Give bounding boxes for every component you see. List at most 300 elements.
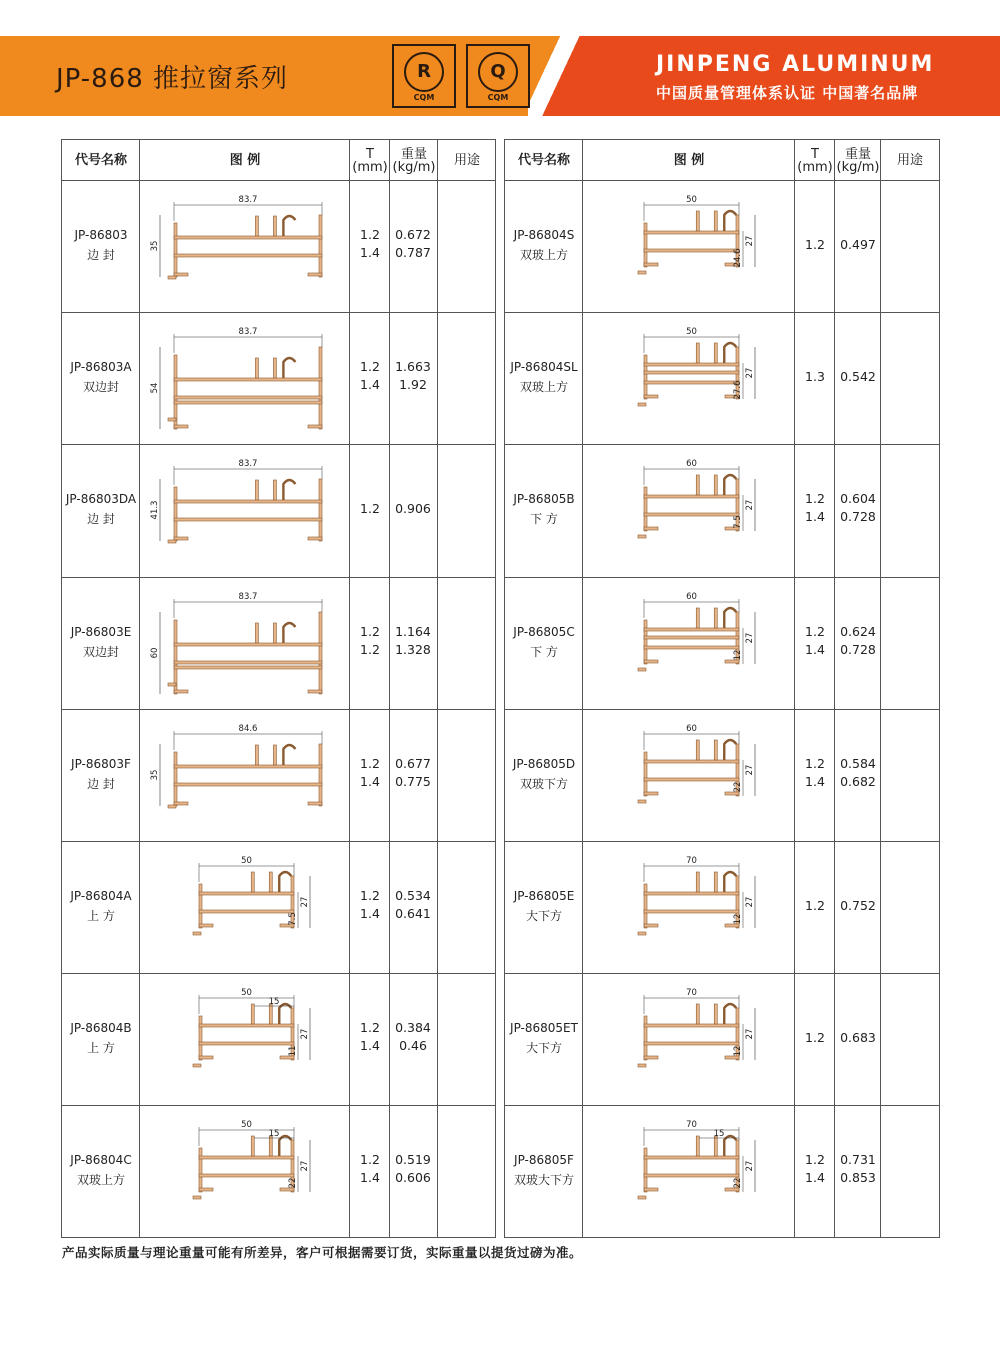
profile-web [644,628,739,631]
profile-web [174,396,322,399]
profile-fin [696,211,699,231]
thickness-value: 1.4 [360,245,380,260]
profile-foot [644,1056,658,1059]
profile-figure [589,980,793,1100]
profile-code: JP-86803A [70,360,132,375]
cert-q-label: CQM [487,93,509,102]
dimension-height-label: 27 [300,896,310,908]
profile-fin [255,480,258,500]
profile-fin [714,608,717,628]
profile-foot [644,263,658,266]
header-usage: 用途 [896,153,923,168]
dimension-width-label: 50 [241,988,252,999]
weight-value: 0.682 [840,773,876,789]
table-row [62,974,495,1106]
weight-value: 0.775 [395,773,431,789]
weight-value: 0.606 [395,1170,431,1186]
thickness-value: 1.2 [360,888,380,903]
thickness-value: 1.2 [360,359,380,375]
profile-fin [251,1004,254,1024]
profile-name: 下 方 [530,512,558,527]
thickness-value: 1.3 [805,369,825,385]
dimension-height-label: 27 [745,1028,755,1040]
profile-figure [144,980,348,1100]
profile-name: 大下方 [525,909,562,923]
profile-hook [724,740,736,760]
profile-fin [251,1136,254,1156]
profile-foot [174,537,188,540]
weight-value: 1.164 [395,623,431,639]
weight-value: 0.672 [395,227,431,242]
dimension-width-label: 83.7 [238,459,258,470]
profile-name: 上 方 [87,1041,115,1056]
dimension-width-label: 84.6 [238,723,258,734]
profile-drawing [638,724,755,803]
profile-fin [714,343,717,363]
profile-hook [279,1004,291,1024]
profile-drawing [638,1120,755,1199]
profile-figure [144,716,348,836]
right-spec-table [504,139,940,1238]
profile-foot [308,802,322,805]
weight-value: 0.519 [395,1152,431,1168]
profile-web [644,1174,739,1177]
weight-value: 0.624 [840,623,876,639]
profile-foot [193,1196,201,1199]
profile-code-cell [505,225,583,265]
profile-fin [273,745,276,765]
profile-foot [199,924,213,927]
weight-value: 0.853 [840,1170,876,1186]
profile-web [199,1174,294,1177]
profile-figure [589,451,793,571]
profile-web [644,1156,739,1159]
profile-code-cell [62,1018,140,1058]
dimension-height-label: 35 [150,769,160,781]
profile-fin [714,740,717,760]
dimension-inner-width-label: 15 [713,1129,725,1140]
profile-foot [193,932,201,935]
table-row [505,313,939,445]
profile-hook [279,1136,291,1156]
profile-web [199,910,294,913]
weight-value: 0.728 [840,509,876,525]
dimension-inner-height-label: 22 [733,781,743,793]
profile-figure [144,1112,348,1232]
profile-wall [644,620,647,664]
dimension-height-label: 27 [745,896,755,908]
profile-foot [308,425,322,428]
table-row [62,842,495,974]
cert-r-label: CQM [413,93,435,102]
weight-value: 0.677 [395,755,431,771]
dimension-inner-height-label: 22 [288,1177,298,1189]
profile-web [644,513,739,516]
footnote: 产品实际质量与理论重量可能有所差异，客户可根据需要订货，实际重量以提货过磅为准。 [62,1245,583,1260]
profile-fin [714,475,717,495]
profile-web [644,1024,739,1027]
profile-fin [269,1004,272,1024]
dimension-height-label: 41.3 [150,500,160,520]
profile-foot [193,1064,201,1067]
profile-foot [644,792,658,795]
profile-drawing [150,724,322,808]
profile-hook [283,358,295,378]
profile-fin [696,1004,699,1024]
dimension-height-label: 60 [150,647,160,659]
profile-name: 边 封 [87,248,115,262]
profile-code-cell [505,1018,583,1058]
profile-name: 边 封 [87,512,115,527]
profile-foot [168,540,176,543]
profile-drawing [638,195,755,274]
dimension-height-label: 27 [745,764,755,776]
profile-drawing [638,592,755,671]
thickness-value: 1.4 [805,641,825,657]
profile-wall [319,744,322,806]
weight-value: 0.384 [395,1020,431,1036]
dimension-width-label: 70 [686,988,697,999]
weight-value: 0.728 [840,641,876,657]
banner-diagonal-stripe [528,36,598,116]
profile-figure [144,187,348,307]
profile-wall [644,1148,647,1192]
dimension-height-label: 27 [745,499,755,511]
profile-web [644,892,739,895]
profile-wall [644,1016,647,1060]
profile-fin [273,623,276,643]
profile-code-cell [505,886,583,926]
profile-web [644,760,739,763]
profile-name: 边 封 [87,776,115,791]
weight-value: 0.542 [840,369,876,385]
profile-code-cell [505,1150,583,1190]
header-figure: 图 例 [229,153,261,168]
profile-wall [174,752,177,806]
weight-value: 0.604 [840,491,876,507]
thickness-value: 1.2 [360,641,380,657]
dimension-inner-height-label: 12 [733,1045,743,1057]
profile-web [199,1156,294,1159]
profile-wall [644,752,647,796]
header-t-unit: (mm) [352,159,388,175]
weight-value: 1.663 [395,359,431,375]
profile-web [644,371,739,374]
profile-foot [644,395,658,398]
table-row [505,181,939,313]
thickness-value: 1.2 [805,1030,825,1046]
profile-drawing [150,592,322,694]
profile-name: 下 方 [530,644,558,659]
profile-code: JP-86803DA [65,492,137,507]
dimension-width-label: 50 [686,195,697,205]
dimension-inner-height-label: 7.5 [288,912,298,926]
thickness-value: 1.4 [360,1038,380,1054]
profile-name: 双玻上方 [76,1173,125,1188]
profile-drawing [150,195,322,279]
profile-web [199,892,294,895]
thickness-value: 1.2 [805,1152,825,1168]
profile-hook [283,623,295,643]
profile-code-cell [62,225,140,265]
dimension-height-label: 27 [745,235,755,247]
profile-hook [724,872,736,892]
profile-name: 双玻大下方 [513,1173,574,1188]
table-row [62,313,495,445]
profile-code: JP-86804SL [510,360,578,375]
thickness-value: 1.4 [805,1170,825,1186]
profile-code: JP-86804C [70,1153,132,1168]
profile-fin [696,343,699,363]
dimension-inner-height-label: 12 [733,649,743,661]
profile-foot [638,403,646,406]
profile-wall [199,884,202,928]
profile-foot [644,527,658,530]
profile-web [174,518,322,521]
thickness-value: 1.4 [360,1170,380,1186]
dimension-inner-height-label: 12 [733,913,743,925]
profile-hook [279,872,291,892]
profile-figure [589,584,793,704]
profile-wall [644,355,647,399]
profile-code-cell [62,357,140,397]
profile-fin [273,358,276,378]
profile-foot [638,932,646,935]
profile-web [644,495,739,498]
weight-value: 1.328 [395,641,431,657]
cert-r-letter: R [404,52,444,92]
profile-fin [696,872,699,892]
profile-code: JP-86805ET [510,1021,578,1036]
profile-fin [714,872,717,892]
profile-wall [319,612,322,694]
header-code: 代号名称 [74,153,127,168]
table-header-row [62,140,495,181]
profile-hook [724,1004,736,1024]
dimension-height-label: 54 [150,382,160,394]
profile-figure [144,451,348,571]
cert-r-logo [392,44,456,108]
dimension-width-label: 60 [686,723,697,734]
profile-web [174,661,322,664]
cert-q-letter: Q [478,52,518,92]
header-figure: 图 例 [673,153,705,168]
cert-q-logo [466,44,530,108]
weight-value: 0.787 [395,245,431,260]
table-row [62,1106,495,1238]
profile-web [644,249,739,252]
profile-hook [283,480,295,500]
profile-fin [255,745,258,765]
profile-foot [168,276,176,279]
page-title: JP-868 推拉窗系列 [56,64,289,94]
profile-code: JP-86804S [513,228,575,242]
profile-drawing [638,327,755,406]
profile-figure [589,716,793,836]
profile-fin [255,216,258,236]
profile-code-cell [505,622,583,662]
profile-code: JP-86805D [512,756,576,771]
dimension-width-label: 60 [686,591,697,602]
profile-web [199,1024,294,1027]
profile-wall [644,223,647,267]
profile-fin [714,211,717,231]
profile-code-cell [62,1150,140,1190]
dimension-inner-height-label: 7.5 [733,515,743,530]
profile-foot [168,683,176,686]
profile-figure [589,319,793,439]
profile-foot [638,668,646,671]
profile-hook [724,608,736,628]
profile-figure [589,848,793,968]
profile-fin [255,358,258,378]
thickness-value: 1.4 [805,773,825,789]
profile-fin [696,1136,699,1156]
table-header-row [505,140,939,181]
profile-name: 双玻上方 [519,248,568,262]
profile-foot [644,660,658,663]
profile-fin [255,623,258,643]
weight-value: 0.534 [395,888,431,903]
table-row [505,445,939,577]
profile-foot [638,800,646,803]
header-weight [390,140,438,181]
table-row [505,710,939,842]
dimension-width-label: 60 [686,459,697,470]
profile-hook [724,211,736,231]
profile-web [644,231,739,234]
profile-foot [308,537,322,540]
thickness-value: 1.4 [360,773,380,789]
thickness-value: 1.2 [805,491,825,507]
profile-drawing [193,988,310,1067]
profile-drawing [193,1120,310,1199]
weight-value: 0.683 [840,1030,876,1046]
profile-foot [168,805,176,808]
thickness-value: 1.2 [805,237,825,252]
header-weight [835,140,881,181]
profile-fin [273,480,276,500]
table-row [62,181,495,313]
profile-foot [199,1056,213,1059]
header-thickness [795,140,835,181]
profile-drawing [193,856,310,935]
profile-hook [724,1136,736,1156]
profile-web [644,910,739,913]
profile-web [644,778,739,781]
profile-wall [199,1148,202,1192]
header-thickness [350,140,390,181]
profile-foot [174,802,188,805]
thickness-value: 1.2 [360,1152,380,1168]
header-weight-unit: (kg/m) [392,159,436,175]
table-row [505,1106,939,1238]
profile-figure [589,187,793,307]
header-banner [0,36,1000,116]
profile-code: JP-86805B [513,492,575,507]
dimension-width-label: 50 [241,856,252,866]
profile-code: JP-86803E [70,624,132,639]
dimension-inner-height-label: 22 [733,1177,743,1189]
profile-web [644,636,739,639]
profile-fin [696,608,699,628]
profile-drawing [150,327,322,429]
profile-code: JP-86803F [71,756,131,771]
profile-foot [168,418,176,421]
header-t-unit: (mm) [797,159,833,175]
profile-fin [696,740,699,760]
profile-hook [724,343,736,363]
dimension-inner-height-label: 11 [288,1045,298,1057]
profile-name: 双玻下方 [519,776,568,791]
header-code: 代号名称 [517,153,570,168]
profile-fin [269,1136,272,1156]
weight-value: 1.92 [399,377,427,393]
profile-web [644,646,739,649]
thickness-value: 1.2 [360,755,380,771]
profile-foot [308,690,322,693]
profile-fin [696,475,699,495]
profile-hook [724,475,736,495]
dimension-width-label: 50 [241,1120,252,1131]
table-row [62,710,495,842]
profile-code: JP-86803 [74,228,128,242]
profile-foot [638,535,646,538]
profile-wall [199,1016,202,1060]
thickness-value: 1.4 [360,377,380,393]
profile-foot [308,273,322,276]
table-row [62,445,495,577]
profile-web [174,401,322,404]
dimension-width-label: 83.7 [238,195,258,205]
header-weight-unit: (kg/m) [836,159,880,175]
profile-web [644,1042,739,1045]
profile-figure [144,848,348,968]
header-weight-label: 重量 [844,146,871,162]
profile-name: 双玻上方 [519,380,568,395]
dimension-inner-width-label: 15 [268,997,280,1008]
profile-hook [283,745,295,765]
profile-foot [644,1188,658,1191]
profile-web [174,765,322,768]
profile-foot [199,1188,213,1191]
dimension-height-label: 27 [745,367,755,379]
profile-wall [174,223,177,277]
profile-fin [269,872,272,892]
profile-drawing [150,459,322,543]
profile-foot [638,1196,646,1199]
thickness-value: 1.2 [360,623,380,639]
thickness-value: 1.2 [805,623,825,639]
dimension-width-label: 50 [686,327,697,338]
header-t: T [366,146,374,162]
profile-name: 双边封 [82,380,119,395]
profile-figure [144,319,348,439]
profile-drawing [638,856,755,935]
dimension-width-label: 83.7 [238,327,258,338]
dimension-height-label: 27 [745,632,755,644]
header-t: T [811,146,819,162]
profile-web [644,363,739,366]
table-row [505,842,939,974]
dimension-inner-width-label: 15 [268,1129,280,1140]
profile-foot [174,273,188,276]
profile-name: 双边封 [82,644,119,659]
dimension-width-label: 83.7 [238,591,258,602]
profile-foot [638,1064,646,1067]
profile-hook [283,216,295,236]
profile-name: 上 方 [87,909,115,923]
